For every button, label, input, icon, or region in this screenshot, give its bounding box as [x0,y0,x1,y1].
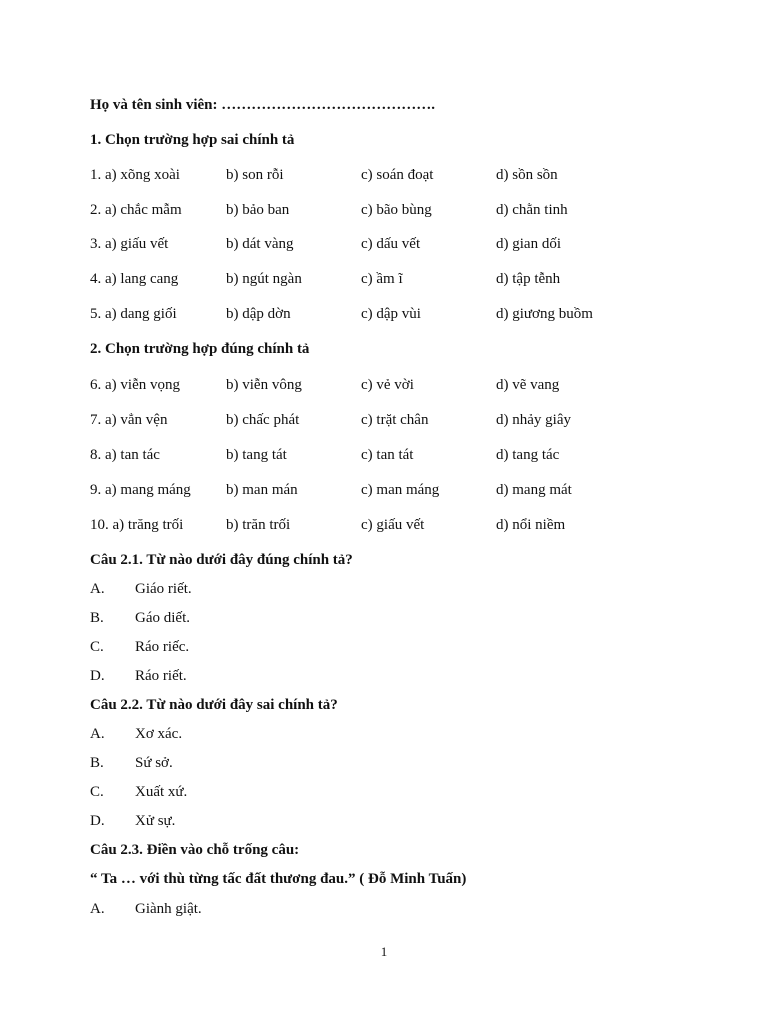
question-row [90,201,710,219]
section-2-title: 2. Chọn trường hợp đúng chính tả [90,341,310,357]
section-1-title: 1. Chọn trường hợp sai chính tả [90,132,295,148]
option-c: c) tan tát [361,447,414,463]
option-d: d) nổi niềm [496,517,566,533]
option-c: c) trặt chân [361,412,429,428]
option-letter: A. [90,581,105,597]
option-b: b) trăn trối [226,517,291,533]
question-row [90,235,710,253]
option-c: c) bão bùng [361,202,432,218]
option-a: 5. a) dang giối [90,306,177,322]
option-text: Gáo diết. [135,610,190,626]
option-a: 10. a) trăng trối [90,517,184,533]
option-letter: B. [90,610,104,626]
option-d: d) giương buồm [496,306,593,322]
question-2-3-title: Câu 2.3. Điền vào chỗ trống câu: [90,842,300,858]
page-number: 1 [380,944,388,959]
option-c: c) giấu vết [361,517,425,533]
option-text: Giành giật. [135,901,202,917]
question-2-1-title: Câu 2.1. Từ nào dưới đây đúng chính tả? [90,552,353,568]
question-row [90,270,710,288]
option-d: d) sồn sồn [496,167,558,183]
option-a: 1. a) xõng xoài [90,167,180,183]
question-2-2-title: Câu 2.2. Từ nào dưới đây sai chính tả? [90,697,338,713]
question-row [90,376,710,394]
option-b: b) chấc phát [226,412,300,428]
student-name-line: Họ và tên sinh viên: ……………………………………. [90,97,436,113]
option-b: b) dập dờn [226,306,291,322]
option-d: d) nhảy giây [496,412,571,428]
option-text: Xơ xác. [135,726,183,742]
option-letter: D. [90,668,105,684]
option-letter: B. [90,755,104,771]
question-row [90,166,710,184]
option-a: 3. a) giấu vết [90,236,169,252]
option-text: Xử sự. [135,813,176,829]
option-c: c) soán đoạt [361,167,434,183]
option-c: c) ầm ĩ [361,271,403,287]
option-c: c) vẻ vời [361,377,414,393]
option-a: 9. a) mang máng [90,482,191,498]
question-row [90,411,710,429]
question-row [90,305,710,323]
option-a: 2. a) chắc mẫm [90,202,182,218]
question-row [90,446,710,464]
option-b: b) dát vàng [226,236,294,252]
option-text: Ráo riếc. [135,639,190,655]
option-a: 6. a) viễn vọng [90,377,180,393]
option-b: b) son rỗi [226,167,284,183]
question-row [90,481,710,499]
option-d: d) chằn tinh [496,202,568,218]
option-b: b) ngút ngàn [226,271,302,287]
option-text: Giáo riết. [135,581,192,597]
option-letter: A. [90,726,105,742]
option-a: 8. a) tan tác [90,447,160,463]
option-d: d) mang mát [496,482,572,498]
option-d: d) vẽ vang [496,377,560,393]
option-d: d) tang tác [496,447,560,463]
option-c: c) man máng [361,482,440,498]
question-2-3-quote: “ Ta … với thù từng tấc đất thương đau.” ( Đỗ Minh Tuấn) [90,871,467,887]
option-c: c) dấu vết [361,236,421,252]
option-text: Ráo riết. [135,668,187,684]
option-d: d) tập tễnh [496,271,561,287]
option-letter: D. [90,813,105,829]
option-text: Xuất xứ. [135,784,188,800]
option-text: Sứ sở. [135,755,173,771]
option-letter: A. [90,901,105,917]
option-c: c) dập vùi [361,306,421,322]
option-letter: C. [90,784,104,800]
question-row [90,516,710,534]
option-a: 7. a) vẳn vện [90,412,168,428]
option-d: d) gian dối [496,236,561,252]
option-letter: C. [90,639,104,655]
option-b: b) tang tát [226,447,287,463]
option-b: b) viễn vông [226,377,302,393]
option-b: b) bảo ban [226,202,290,218]
option-b: b) man mán [226,482,298,498]
option-a: 4. a) lang cang [90,271,179,287]
